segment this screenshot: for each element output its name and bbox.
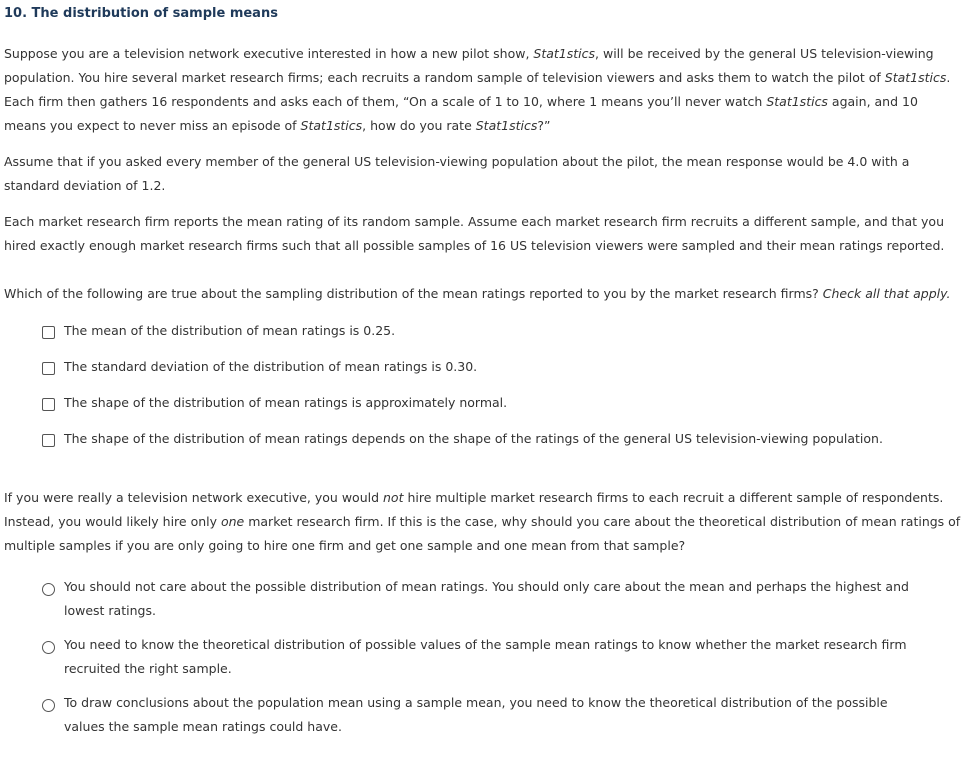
text-segment: Suppose you are a television network executive interested in how a new pilot show, [4, 46, 534, 61]
text-segment: . Each firm then gathers 16 respondents and asks each of them, “On a scale of 1 to 10, where 1 means you’ll never watch [4, 70, 951, 109]
checkbox-option-label[interactable]: The standard deviation of the distribution of mean ratings is 0.30. [64, 359, 478, 374]
checkbox-option-4[interactable] [42, 432, 883, 451]
prompt-instruction: Check all that apply. [822, 286, 951, 301]
show-name: Stat1stics [766, 94, 828, 109]
text-segment: , will be received by the general US television-viewing population. You hire several market research firms; each recruits a random sample of television viewers and asks them to watch the pilot of [4, 46, 934, 85]
checkbox[interactable] [42, 398, 55, 411]
show-name: Stat1stics [533, 46, 596, 61]
radio-button[interactable] [42, 699, 55, 712]
checkbox-option-1[interactable] [42, 324, 395, 343]
radio-option-label[interactable]: To draw conclusions about the population mean using a sample mean, you need to know the theoretical distribution of the possible values the sample mean ratings could have. [64, 695, 888, 734]
text-segment: , how do you rate [362, 118, 476, 133]
text-segment: If you were really a television network executive, you would [4, 490, 383, 505]
checkbox-option-3[interactable] [42, 396, 507, 415]
radio-option-2[interactable] [42, 638, 914, 681]
checkbox-option-label[interactable]: The shape of the distribution of mean ratings is approximately normal. [64, 395, 508, 410]
show-name: Stat1stics [884, 70, 947, 85]
show-name: Stat1stics [300, 118, 363, 133]
question-title: 10. The distribution of sample means [4, 6, 278, 21]
intro-paragraph-3: Each market research firm reports the mean rating of its random sample. Assume each market research firm recruits a different sample, and that you hired exactly enough market research firms such that all possible samples of 16 US television viewers were sampled and their mean ratings reported. [4, 214, 945, 253]
intro-paragraph-1 [4, 42, 962, 138]
show-name: Stat1stics [475, 118, 538, 133]
radio-option-label[interactable]: You should not care about the possible distribution of mean ratings. You should only care about the mean and perhaps the highest and lowest ratings. [64, 579, 909, 618]
text-segment: ?” [537, 118, 551, 133]
checkbox-option-2[interactable] [42, 360, 477, 379]
checkbox-option-label[interactable]: The mean of the distribution of mean ratings is 0.25. [64, 323, 396, 338]
checkbox[interactable] [42, 362, 55, 375]
part1-prompt [4, 282, 962, 306]
checkbox[interactable] [42, 326, 55, 339]
part2-prompt [4, 486, 962, 558]
radio-option-1[interactable] [42, 580, 914, 623]
text-segment: market research firm. If this is the case, why should you care about the theoretical distribution of mean ratings of multiple samples if you are only going to hire one firm and get one sample and one mean from that sample? [4, 514, 961, 553]
emphasis-text: one [220, 514, 245, 529]
text-segment: again, and 10 means you expect to never miss an episode of [4, 94, 918, 133]
checkbox[interactable] [42, 434, 55, 447]
intro-paragraph-2: Assume that if you asked every member of the general US television-viewing population about the pilot, the mean response would be 4.0 with a standard deviation of 1.2. [4, 154, 910, 193]
prompt-text: Which of the following are true about the sampling distribution of the mean ratings reported to you by the market research firms? [4, 286, 823, 301]
radio-option-3[interactable] [42, 696, 914, 739]
radio-button[interactable] [42, 583, 55, 596]
radio-button[interactable] [42, 641, 55, 654]
text-segment: hire multiple market research firms to each recruit a different sample of respondents. Instead, you would likely hire only [4, 490, 944, 529]
emphasis-text: not [383, 490, 404, 505]
checkbox-option-label[interactable]: The shape of the distribution of mean ratings depends on the shape of the ratings of the general US television-viewing population. [64, 431, 883, 446]
radio-option-label[interactable]: You need to know the theoretical distribution of possible values of the sample mean ratings to know whether the market research firm recruited the right sample. [64, 637, 907, 676]
